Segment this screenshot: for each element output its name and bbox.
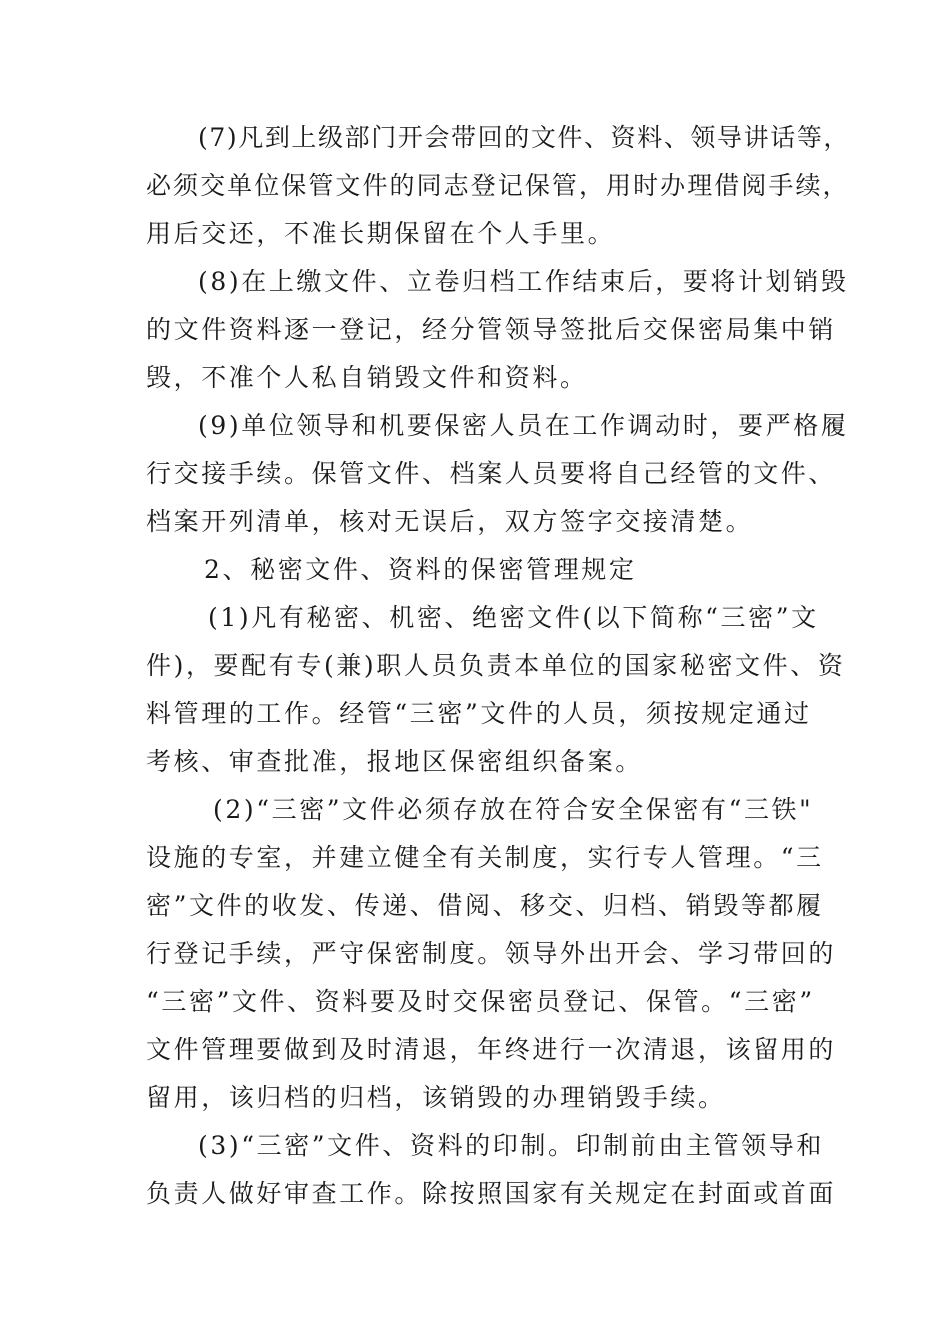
text-line: 毁，不准个人私自销毁文件和资料。 bbox=[146, 363, 588, 392]
text-line: (7)凡到上级部门开会带回的文件、资料、领导讲话等， bbox=[198, 123, 851, 152]
text-line: (8)在上缴文件、立卷归档工作结束后，要将计划销毁 bbox=[198, 267, 849, 296]
text-line: 文件管理要做到及时清退，年终进行一次清退，该留用的 bbox=[146, 1035, 837, 1064]
text-line: 料管理的工作。经管“三密”文件的人员，须按规定通过 bbox=[146, 699, 812, 728]
text-line: 用后交还，不准长期保留在个人手里。 bbox=[146, 219, 616, 248]
text-line: 设施的专室，并建立健全有关制度，实行专人管理。“三 bbox=[146, 843, 824, 872]
text-line: 件)，要配有专(兼)职人员负责本单位的国家秘密文件、资 bbox=[146, 651, 846, 680]
text-line: 必须交单位保管文件的同志登记保管，用时办理借阅手续， bbox=[146, 171, 850, 200]
text-line: 行交接手续。保管文件、档案人员要将自己经管的文件、 bbox=[146, 459, 837, 488]
text-line: 档案开列清单，核对无误后，双方签字交接清楚。 bbox=[146, 507, 754, 536]
text-line: (2)“三密”文件必须存放在符合安全保密有“三铁" bbox=[213, 795, 814, 824]
text-line: 密”文件的收发、传递、借阅、移交、归档、销毁等都履 bbox=[146, 891, 824, 920]
text-line: 留用，该归档的归档，该销毁的办理销毁手续。 bbox=[146, 1083, 726, 1112]
text-line: (1)凡有秘密、机密、绝密文件(以下简称“三密”文 bbox=[208, 603, 819, 632]
text-line: “三密”文件、资料要及时交保密员登记、保管。“三密” bbox=[146, 987, 815, 1016]
text-line: (9)单位领导和机要保密人员在工作调动时，要严格履 bbox=[198, 411, 849, 440]
text-line: 行登记手续，严守保密制度。领导外出开会、学习带回的 bbox=[146, 939, 837, 968]
text-line: 考核、审查批准，报地区保密组织备案。 bbox=[146, 747, 643, 776]
text-line: 的文件资料逐一登记，经分管领导签批后交保密局集中销 bbox=[146, 315, 837, 344]
section-heading: 2、秘密文件、资料的保密管理规定 bbox=[204, 555, 637, 584]
text-line: (3)“三密”文件、资料的印制。印制前由主管领导和 bbox=[198, 1131, 824, 1160]
text-line: 负责人做好审查工作。除按照国家有关规定在封面或首面 bbox=[146, 1179, 837, 1208]
